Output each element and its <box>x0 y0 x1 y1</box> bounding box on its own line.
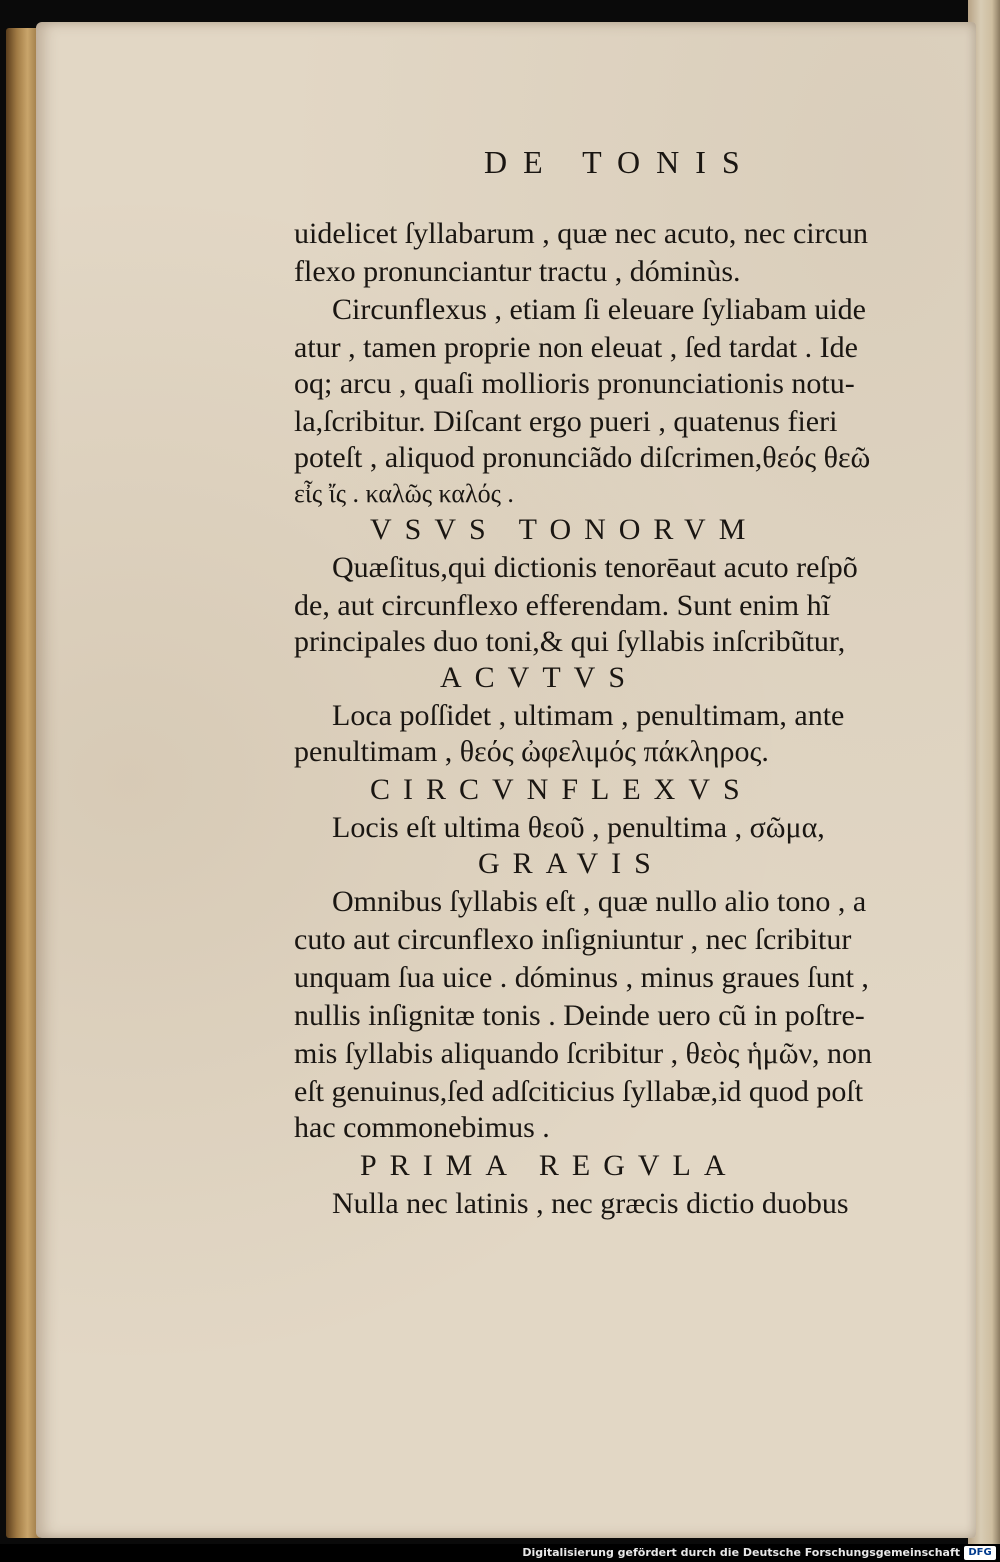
body-line: la,ſcribitur. Diſcant ergo pueri , quatenus fieri <box>294 405 838 438</box>
body-line: Loca poſſidet , ultimam , penultimam, ante <box>332 699 845 732</box>
book-page <box>36 22 976 1538</box>
body-line: unquam ſua uice . dóminus , minus graues ſunt , <box>294 961 869 994</box>
body-line: de, aut circunflexo efferendam. Sunt enim hĩ <box>294 589 830 622</box>
body-line: atur , tamen proprie non eleuat , ſed tardat . Ide <box>294 331 858 364</box>
dfg-logo-icon: DFG <box>964 1546 996 1560</box>
body-line: Nulla nec latinis , nec græcis dictio duobus <box>332 1187 849 1220</box>
section-heading-gravis: GRAVIS <box>478 847 664 880</box>
body-line: Omnibus ſyllabis eſt , quæ nullo alio tono , a <box>332 885 867 918</box>
body-line: nullis inſignitæ tonis . Deinde uero cũ in poſtre‑ <box>294 999 865 1032</box>
body-line: penultimam , θεός ὠφελιμός πάκληρος. <box>294 735 769 768</box>
body-line: uidelicet ſyllabarum , quæ nec acuto, nec circun <box>294 217 868 250</box>
section-heading-acutus: ACVTVS <box>440 661 639 694</box>
footer-credit: Digitalisierung gefördert durch die Deutsche Forschungsgemeinschaft <box>522 1546 960 1559</box>
body-line: flexo pronunciantur tractu , dóminùs. <box>294 255 741 288</box>
body-line: eſt genuinus,ſed adſciticius ſyllabæ,id quod poſt <box>294 1075 864 1108</box>
body-line: εἶς ἴς . καλῶς καλός . <box>294 479 514 508</box>
section-heading-circunflexus: CIRCVNFLEXVS <box>370 773 753 806</box>
running-head: DE TONIS <box>484 144 756 180</box>
body-line: hac commonebimus . <box>294 1111 550 1144</box>
body-line: principales duo toni,& qui ſyllabis inſcribũtur, <box>294 625 846 658</box>
body-line: cuto aut circunflexo inſigniuntur , nec ſcribitur <box>294 923 852 956</box>
body-line: Quæſitus,qui dictionis tenorēaut acuto reſpõ <box>332 551 858 584</box>
section-heading-usus: VSVS TONORVM <box>370 513 759 546</box>
body-line: poteſt , aliquod pronunciãdo diſcrimen,θεός θεῶ <box>294 441 871 474</box>
body-line: mis ſyllabis aliquando ſcribitur , θεὸς ἡμῶν, non <box>294 1037 873 1070</box>
body-line: oq; arcu , quaſi mollioris pronunciationis notu‑ <box>294 367 855 400</box>
body-line: Circunflexus , etiam ſi eleuare ſyliabam uide <box>332 293 866 326</box>
body-line: Locis eſt ultima θεοῦ , penultima , σῶμα, <box>332 811 825 844</box>
section-heading-prima-regula: PRIMA REGVLA <box>360 1149 739 1182</box>
